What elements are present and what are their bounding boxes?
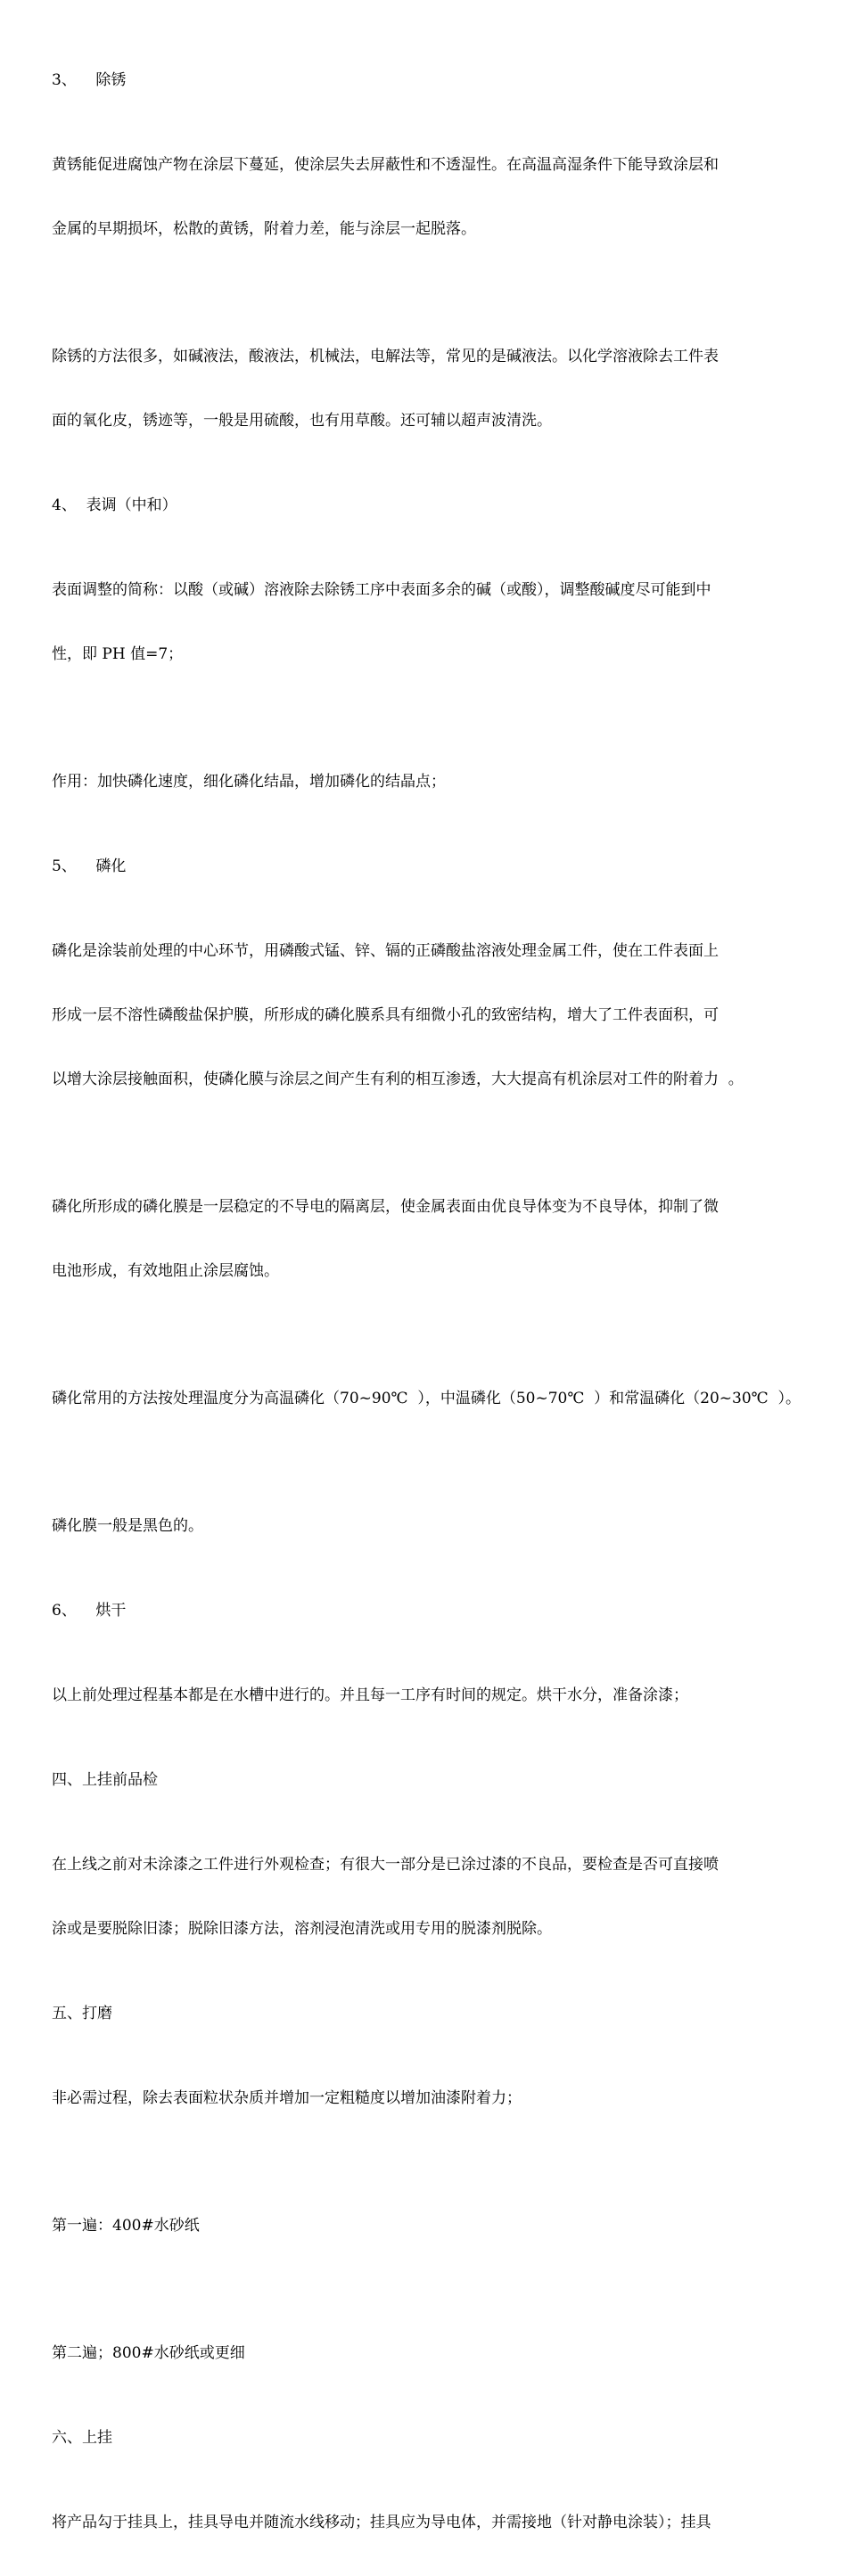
text-line: 电池形成，有效地阻止涂层腐蚀。 xyxy=(52,1262,279,1280)
section-heading: 四、上挂前品检 xyxy=(52,1771,158,1789)
text-line: 在上线之前对未涂漆之工件进行外观检查；有很大一部分是已涂过漆的不良品，要检查是否可直接喷 xyxy=(52,1856,719,1874)
text-line: 形成一层不溶性磷酸盐保护膜，所形成的磷化膜系具有细微小孔的致密结构，增大了工件表面积，可 xyxy=(52,1006,719,1024)
paragraph xyxy=(52,898,801,1133)
paragraph xyxy=(52,537,801,708)
text-line: 第二遍；800#水砂纸或更细 xyxy=(52,2344,245,2362)
text-line: 作用：加快磷化速度，细化磷化结晶，增加磷化的结晶点； xyxy=(52,773,446,791)
text-line: 以增大涂层接触面积，使磷化膜与涂层之间产生有利的相互渗透，大大提高有机涂层对工件的附着力 。 xyxy=(52,1071,744,1088)
text-line: 磷化常用的方法按处理温度分为高温磷化（70~90℃ ），中温磷化（50~70℃ ）和常温磷化（20~30℃ ）。 xyxy=(52,1390,801,1407)
section-heading: 6、 烘干 xyxy=(52,1602,127,1620)
paragraph xyxy=(52,2045,801,2152)
text-line: 性，即 PH 值=7； xyxy=(52,645,184,663)
paragraph xyxy=(52,1153,801,1325)
paragraph xyxy=(52,1642,801,1749)
text-line: 第一遍：400#水砂纸 xyxy=(52,2217,200,2235)
paragraph xyxy=(52,1811,801,1982)
section-heading: 5、 磷化 xyxy=(52,857,127,875)
paragraph xyxy=(52,728,801,835)
text-line: 面的氧化皮，锈迹等，一般是用硫酸，也有用草酸。还可辅以超声波清洗。 xyxy=(52,412,552,430)
paragraph xyxy=(52,111,801,283)
text-line: 非必需过程，除去表面粒状杂质并增加一定粗糙度以增加油漆附着力； xyxy=(52,2089,522,2107)
text-line: 黄锈能促进腐蚀产物在涂层下蔓延，使涂层失去屏蔽性和不透湿性。在高温高湿条件下能导致涂层和 xyxy=(52,156,719,174)
document-page xyxy=(52,70,801,2576)
text-line: 表面调整的简称：以酸（或碱）溶液除去除锈工序中表面多余的碱（或酸），调整酸碱度尽可能到中 xyxy=(52,581,711,599)
text-line: 将产品勾于挂具上，挂具导电并随流水线移动；挂具应为导电体，并需接地（针对静电涂装）；挂具 xyxy=(52,2514,711,2531)
text-line: 磷化膜一般是黑色的。 xyxy=(52,1517,203,1535)
paragraph xyxy=(52,2172,801,2279)
paragraph xyxy=(52,2469,801,2576)
text-line: 涂或是要脱除旧漆；脱除旧漆方法，溶剂浸泡清洗或用专用的脱漆剂脱除。 xyxy=(52,1920,552,1938)
text-line: 磷化所形成的磷化膜是一层稳定的不导电的隔离层，使金属表面由优良导体变为不良导体，抑制了微 xyxy=(52,1198,719,1216)
paragraph xyxy=(52,2300,801,2407)
section-heading: 3、 除锈 xyxy=(52,71,127,89)
section-heading: 4、 表调（中和） xyxy=(52,496,177,514)
text-line: 金属的早期损坏，松散的黄锈，附着力差，能与涂层一起脱落。 xyxy=(52,220,476,238)
text-line: 除锈的方法很多，如碱液法，酸液法，机械法，电解法等，常见的是碱液法。以化学溶液除去工件表 xyxy=(52,348,719,365)
paragraph xyxy=(52,303,801,474)
section-heading: 六、上挂 xyxy=(52,2429,112,2447)
paragraph xyxy=(52,1473,801,1579)
paragraph xyxy=(52,1345,801,1452)
section-heading: 五、打磨 xyxy=(52,2005,112,2022)
text-line: 以上前处理过程基本都是在水槽中进行的。并且每一工序有时间的规定。烘干水分，准备涂漆； xyxy=(52,1686,688,1704)
text-line: 磷化是涂装前处理的中心环节，用磷酸式锰、锌、镉的正磷酸盐溶液处理金属工件，使在工件表面上 xyxy=(52,942,719,960)
